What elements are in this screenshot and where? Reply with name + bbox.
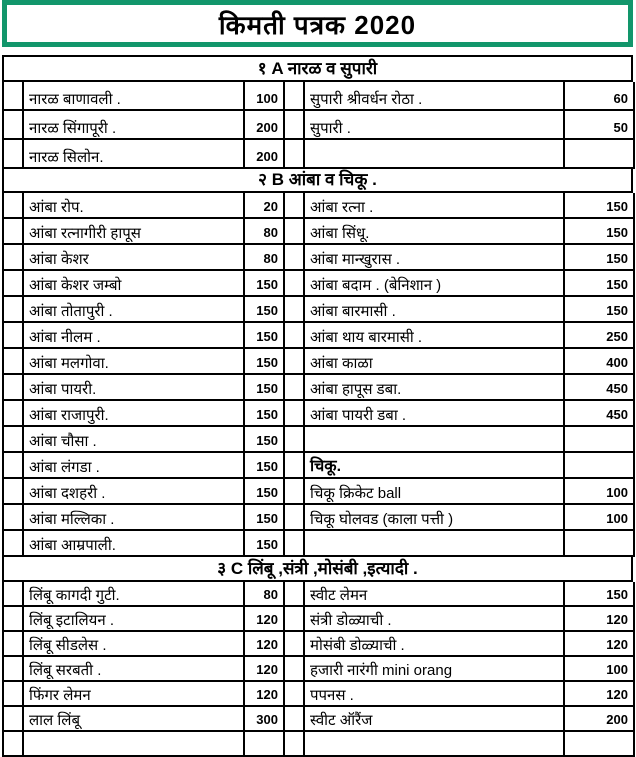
table-row (4, 375, 633, 401)
page-title: किमती पत्रक 2020 (218, 9, 417, 40)
gutter-cell (4, 375, 24, 401)
price-cell: 400 (565, 349, 635, 375)
price-cell (565, 732, 635, 757)
table-row (4, 479, 633, 505)
price-cell: 150 (245, 375, 285, 401)
gutter-cell (4, 682, 24, 707)
item-name-cell: आंबा मल्लिका . (24, 505, 245, 531)
item-name-cell: स्वीट ऑरैंज (305, 707, 565, 732)
gutter-cell (4, 401, 24, 427)
gutter-cell (4, 607, 24, 632)
gutter-cell (285, 219, 305, 245)
title-banner (2, 0, 633, 47)
table-row (4, 682, 633, 707)
price-cell: 150 (565, 219, 635, 245)
gutter-cell (4, 657, 24, 682)
gutter-cell (4, 140, 24, 169)
table-row (4, 349, 633, 375)
table-row (4, 82, 633, 111)
section-header: २ B आंबा व चिकू . (4, 169, 633, 193)
gutter-cell (285, 657, 305, 682)
table-row (4, 401, 633, 427)
table-row (4, 193, 633, 219)
price-cell: 150 (245, 349, 285, 375)
table-row (4, 323, 633, 349)
price-cell: 150 (245, 505, 285, 531)
price-cell: 150 (245, 401, 285, 427)
price-cell: 120 (245, 632, 285, 657)
table-row (4, 219, 633, 245)
price-cell: 80 (245, 245, 285, 271)
item-name-cell: आंबा सिंधू. (305, 219, 565, 245)
gutter-cell (4, 349, 24, 375)
item-name-cell: नारळ बाणावली . (24, 82, 245, 111)
table-row (4, 531, 633, 557)
price-cell: 200 (245, 111, 285, 140)
table-row (4, 427, 633, 453)
gutter-cell (4, 505, 24, 531)
item-name-cell: आंबा केशर (24, 245, 245, 271)
price-cell: 200 (565, 707, 635, 732)
price-cell: 100 (565, 657, 635, 682)
item-name-cell: आंबा हापूस डबा. (305, 375, 565, 401)
gutter-cell (285, 732, 305, 757)
price-cell: 120 (245, 607, 285, 632)
table-row (4, 140, 633, 169)
item-name-cell: आंबा चौसा . (24, 427, 245, 453)
item-name-cell (305, 732, 565, 757)
price-cell: 60 (565, 82, 635, 111)
gutter-cell (4, 297, 24, 323)
gutter-cell (4, 245, 24, 271)
price-cell (565, 140, 635, 169)
price-cell: 80 (245, 582, 285, 607)
item-name-cell: आंबा पायरी. (24, 375, 245, 401)
table-row (4, 707, 633, 732)
price-cell: 150 (565, 582, 635, 607)
item-name-cell: आंबा बदाम . (बेनिशान ) (305, 271, 565, 297)
item-name-cell: आंबा लंगडा . (24, 453, 245, 479)
gutter-cell (4, 732, 24, 757)
item-name-cell: मोसंबी डोळ्याची . (305, 632, 565, 657)
item-name-cell: नारळ सिंगापूरी . (24, 111, 245, 140)
price-cell: 50 (565, 111, 635, 140)
item-name-cell (305, 427, 565, 453)
gutter-cell (285, 375, 305, 401)
gutter-cell (4, 193, 24, 219)
price-cell (565, 427, 635, 453)
item-name-cell: आंबा रत्नागीरी हापूस (24, 219, 245, 245)
price-cell: 450 (565, 375, 635, 401)
price-cell: 300 (245, 707, 285, 732)
item-name-cell: लिंबू सीडलेस . (24, 632, 245, 657)
gutter-cell (4, 582, 24, 607)
table-row (4, 607, 633, 632)
table-row (4, 111, 633, 140)
item-name-cell: लिंबू सरबती . (24, 657, 245, 682)
gutter-cell (285, 505, 305, 531)
section-header: ३ C लिंबू ,संत्री ,मोसंबी ,इत्यादी . (4, 557, 633, 582)
price-cell: 150 (245, 323, 285, 349)
item-name-cell: सुपारी . (305, 111, 565, 140)
price-cell: 150 (565, 297, 635, 323)
item-name-cell: चिकू क्रिकेट ball (305, 479, 565, 505)
item-name-cell: आंबा केशर जम्बो (24, 271, 245, 297)
gutter-cell (285, 82, 305, 111)
gutter-cell (4, 427, 24, 453)
gutter-cell (285, 479, 305, 505)
price-cell: 150 (245, 271, 285, 297)
table-row (4, 632, 633, 657)
price-cell: 150 (565, 193, 635, 219)
price-cell: 80 (245, 219, 285, 245)
price-table (2, 55, 633, 757)
item-name-cell (24, 732, 245, 757)
gutter-cell (4, 632, 24, 657)
item-name-cell: फिंगर लेमन (24, 682, 245, 707)
price-cell: 20 (245, 193, 285, 219)
gutter-cell (285, 582, 305, 607)
item-name-cell: आंबा तोतापुरी . (24, 297, 245, 323)
gutter-cell (285, 632, 305, 657)
item-name-cell: आंबा रोप. (24, 193, 245, 219)
gutter-cell (4, 479, 24, 505)
table-row (4, 657, 633, 682)
gutter-cell (4, 82, 24, 111)
gutter-cell (285, 349, 305, 375)
price-cell: 120 (245, 657, 285, 682)
price-cell: 120 (565, 682, 635, 707)
price-cell: 120 (565, 632, 635, 657)
table-row (4, 297, 633, 323)
item-name-cell: पपनस . (305, 682, 565, 707)
table-row (4, 453, 633, 479)
price-cell: 100 (565, 479, 635, 505)
gutter-cell (285, 297, 305, 323)
price-cell: 100 (245, 82, 285, 111)
table-row (4, 505, 633, 531)
gutter-cell (285, 193, 305, 219)
item-name-cell: लाल लिंबू (24, 707, 245, 732)
gutter-cell (285, 401, 305, 427)
price-cell: 120 (245, 682, 285, 707)
gutter-cell (285, 707, 305, 732)
gutter-cell (285, 323, 305, 349)
item-name-cell: आंबा आम्रपाली. (24, 531, 245, 557)
gutter-cell (4, 453, 24, 479)
gutter-cell (285, 607, 305, 632)
gutter-cell (4, 531, 24, 557)
gutter-cell (285, 140, 305, 169)
table-row (4, 732, 633, 757)
table-row (4, 245, 633, 271)
item-name-cell: आंबा नीलम . (24, 323, 245, 349)
gutter-cell (4, 707, 24, 732)
item-name-cell: संत्री डोळ्याची . (305, 607, 565, 632)
price-cell (565, 531, 635, 557)
price-cell: 150 (245, 427, 285, 453)
price-cell: 150 (565, 271, 635, 297)
item-name-cell: आंबा थाय बारमासी . (305, 323, 565, 349)
item-name-cell: लिंबू इटालियन . (24, 607, 245, 632)
item-name-cell: हजारी नारंगी mini orang (305, 657, 565, 682)
price-cell: 120 (565, 607, 635, 632)
item-name-cell: आंबा पायरी डबा . (305, 401, 565, 427)
gutter-cell (285, 453, 305, 479)
item-name-cell: आंबा रत्ना . (305, 193, 565, 219)
price-cell (245, 732, 285, 757)
gutter-cell (4, 271, 24, 297)
item-name-cell (305, 140, 565, 169)
item-name-cell: आंबा मान्खुरास . (305, 245, 565, 271)
item-name-cell: आंबा मलगोवा. (24, 349, 245, 375)
gutter-cell (285, 531, 305, 557)
table-row (4, 582, 633, 607)
item-name-cell: स्वीट लेमन (305, 582, 565, 607)
item-name-cell (305, 531, 565, 557)
price-cell (565, 453, 635, 479)
item-name-cell: चिकू. (305, 453, 565, 479)
price-cell: 250 (565, 323, 635, 349)
item-name-cell: आंबा राजापुरी. (24, 401, 245, 427)
gutter-cell (4, 323, 24, 349)
gutter-cell (4, 219, 24, 245)
price-cell: 150 (245, 297, 285, 323)
item-name-cell: आंबा दशहरी . (24, 479, 245, 505)
gutter-cell (285, 245, 305, 271)
price-cell: 150 (245, 531, 285, 557)
gutter-cell (4, 111, 24, 140)
price-cell: 450 (565, 401, 635, 427)
price-cell: 150 (565, 245, 635, 271)
gutter-cell (285, 682, 305, 707)
item-name-cell: आंबा काळा (305, 349, 565, 375)
item-name-cell: आंबा बारमासी . (305, 297, 565, 323)
table-row (4, 271, 633, 297)
gutter-cell (285, 427, 305, 453)
gutter-cell (285, 111, 305, 140)
price-cell: 150 (245, 453, 285, 479)
gutter-cell (285, 271, 305, 297)
item-name-cell: सुपारी श्रीवर्धन रोठा . (305, 82, 565, 111)
item-name-cell: लिंबू कागदी गुटी. (24, 582, 245, 607)
item-name-cell: चिकू घोलवड (काला पत्ती ) (305, 505, 565, 531)
price-cell: 100 (565, 505, 635, 531)
price-cell: 150 (245, 479, 285, 505)
item-name-cell: नारळ सिलोन. (24, 140, 245, 169)
section-header: १ A नारळ व सुपारी (4, 57, 633, 82)
price-cell: 200 (245, 140, 285, 169)
